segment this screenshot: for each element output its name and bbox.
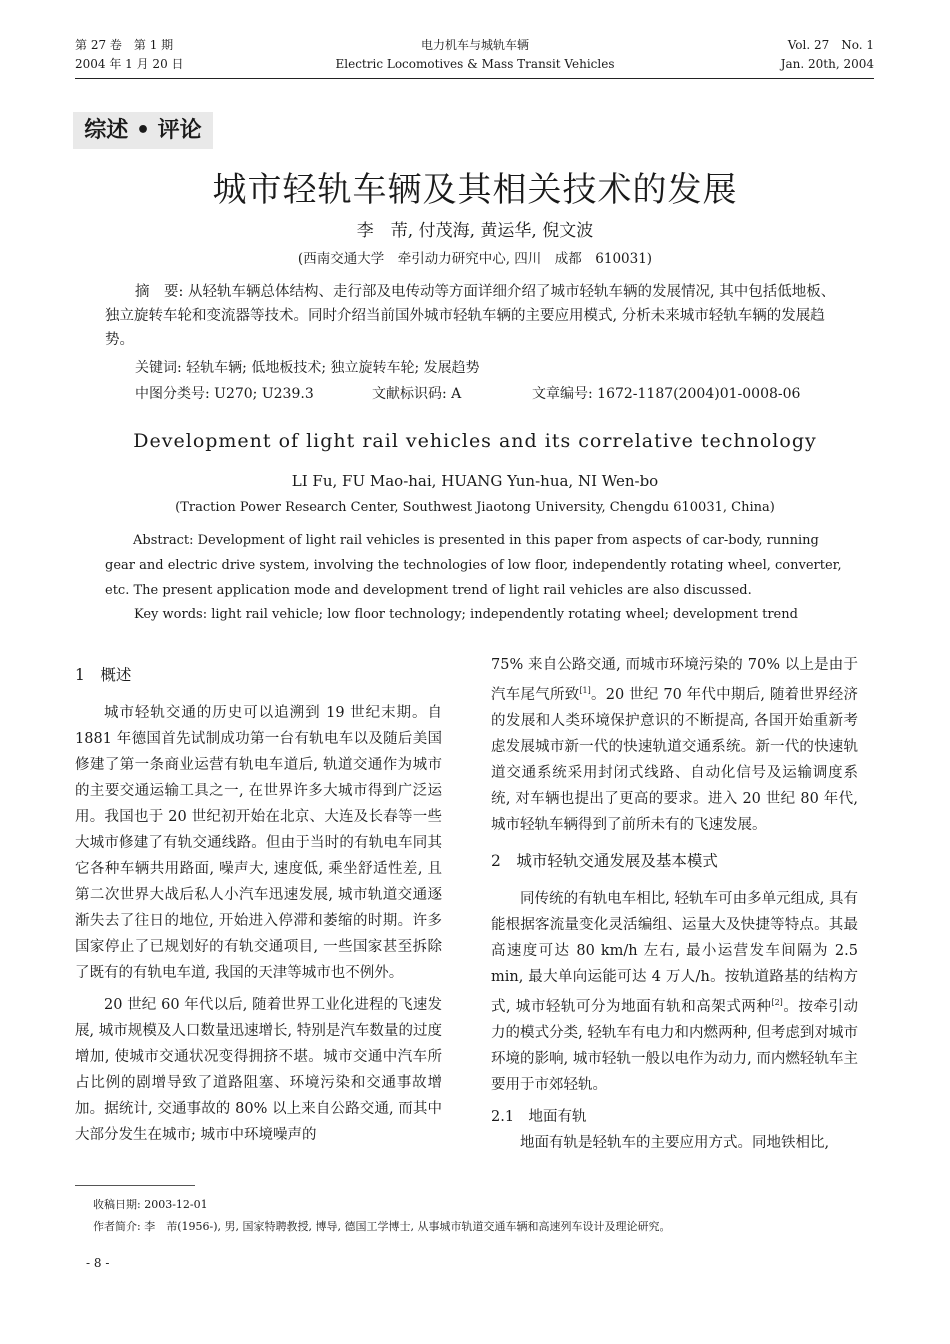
abstract-cn: 摘 要: 从轻轨车辆总体结构、走行部及电传动等方面详细介绍了城市轻轨车辆的发展情况, 其中包括低地板、独立旋转车轮和变流器等技术。同时介绍当前国外城市轻轨车辆的主要应用模式, 分析未来城市轻轨车辆的发展趋势。 bbox=[105, 284, 836, 348]
body-paragraph: 地面有轨是轻轨车的主要应用方式。同地铁相比, bbox=[520, 1134, 830, 1151]
citation-ref-1[interactable]: [1] bbox=[579, 686, 591, 695]
paper-title: 城市轻轨车辆及其相关技术的发展 bbox=[212, 170, 738, 210]
author-bio: 作者简介: 李 芾(1956-), 男, 国家特聘教授, 博导, 德国工学博士, 从事城市轨道交通车辆和高速列车设计及理论研究。 bbox=[93, 1220, 671, 1233]
publication-date-en: Jan. 20th, 2004 bbox=[780, 57, 874, 71]
keywords-en: Key words: light rail vehicle; low floor technology; independently rotating wheel; development trend bbox=[134, 607, 798, 622]
document-code: 文献标识码: A bbox=[372, 386, 462, 402]
publication-date: 2004 年 1 月 20 日 bbox=[75, 57, 184, 71]
footnote-divider bbox=[75, 1185, 195, 1186]
body-paragraph bbox=[491, 886, 858, 1098]
section-heading-1: 1 概述 bbox=[75, 666, 132, 684]
section-heading-2: 2 城市轻轨交通发展及基本模式 bbox=[491, 851, 718, 870]
received-date: 收稿日期: 2003-12-01 bbox=[93, 1198, 208, 1211]
citation-ref-2[interactable]: [2] bbox=[771, 997, 783, 1007]
body-column-left bbox=[75, 652, 442, 1154]
authors: 李 芾, 付茂海, 黄运华, 倪文波 bbox=[356, 221, 594, 241]
affiliation: (西南交通大学 牵引动力研究中心, 四川 成都 610031) bbox=[297, 251, 653, 267]
paragraph-text: 同传统的有轨电车相比, 轻轨车可由多单元组成, 具有能根据客流量变化灵活编组、运量大及快捷等特点。其最高速度可达 80 km/h 左右, 最小运营发车间隔为 2.5 min, 最大单向运能可达 4 万人/h。按轨道路基的结构方式, 城市轻轨可分为地面有轨和高架式两种 bbox=[491, 890, 858, 1015]
english-authors: LI Fu, FU Mao-hai, HUANG Yun-hua, NI Wen-bo bbox=[291, 472, 659, 490]
classification-line bbox=[135, 383, 800, 403]
english-affiliation: (Traction Power Research Center, Southwest Jiaotong University, Chengdu 610031, China) bbox=[175, 500, 775, 515]
header-divider bbox=[75, 78, 874, 79]
paragraph-text: 。按牵引动力的模式分类, 轻轨车有电力和内燃两种, 但考虑到对城市环境的影响, 城市轻轨一般以电作为动力, 而内燃轻轨车主要用于市郊轻轨。 bbox=[491, 998, 859, 1093]
article-number: 文章编号: 1672-1187(2004)01-0008-06 bbox=[532, 386, 801, 402]
section-tag: 综述 • 评论 bbox=[73, 112, 213, 149]
paragraph-text: 。20 世纪 70 年代中期后, 随着世界经济的发展和人类环境保护意识的不断提高, 各国开始重新考虑发展城市新一代的快速轨道交通系统。新一代的快速轨道交通系统采用封闭式线路、自动化信号及运输调度系统, 对车辆也提出了更高的要求。进入 20 世纪 80 年代, 城市轻轨车辆得到了前所未有的飞速发展。 bbox=[491, 686, 859, 833]
journal-name-en: Electric Locomotives & Mass Transit Vehicles bbox=[335, 57, 615, 71]
page-number: - 8 - bbox=[86, 1256, 110, 1270]
body-column-right bbox=[491, 652, 858, 1162]
keywords-cn: 关键词: 轻轨车辆; 低地板技术; 独立旋转车轮; 发展趋势 bbox=[135, 360, 480, 376]
english-title: Development of light rail vehicles and its correlative technology bbox=[133, 430, 817, 452]
body-paragraph-continued bbox=[491, 652, 858, 838]
journal-name-cn: 电力机车与城轨车辆 bbox=[420, 38, 529, 52]
journal-volume-info-en bbox=[781, 36, 874, 74]
volume-issue: 第 27 卷 第 1 期 bbox=[75, 38, 174, 52]
abstract-en: Abstract: Development of light rail vehicles is presented in this paper from aspects of car-body, running gear and electric drive system, involving the technologies of low floor, independently rotating wheel, converter, etc. The present application mode and development trend of light rail vehicles are also discussed. bbox=[105, 533, 842, 598]
volume-issue-en: Vol. 27 No. 1 bbox=[787, 38, 874, 52]
subsection-heading-2-1: 2.1 地面有轨 bbox=[491, 1108, 587, 1125]
paragraph-text: 75% 来自公路交通, 而城市环境污染的 70% 以上是由于汽车尾气所致 bbox=[491, 657, 858, 703]
body-paragraph: 城市轻轨交通的历史可以追溯到 19 世纪末期。自 1881 年德国首先试制成功第一台有轨电车以及随后美国修建了第一条商业运营有轨电车道后, 轨道交通作为城市的主要交通运输工具之一, 在世界许多大城市得到广泛运用。我国也于 20 世纪初开始在北京、大连及长春等一些大城市修建了有轨交通线路。但由于当时的有轨电车同其它各种车辆共用路面, 噪声大, 速度低, 乘坐舒适性差, 且第二次世界大战后私人小汽车迅速发展, 城市轨道交通逐渐失去了往日的地位, 开始进入停滞和萎缩的时期。许多国家停止了已规划好的有轨交通项目, 一些国家甚至拆除了既有的有轨电车道, 我国的天津等城市也不例外。 bbox=[75, 705, 442, 981]
body-paragraph: 20 世纪 60 年代以后, 随着世界工业化进程的飞速发展, 城市规模及人口数量迅速增长, 特别是汽车数量的过度增加, 使城市交通状况变得拥挤不堪。城市交通中汽车所占比例的剧增导致了道路阻塞、环境污染和交通事故增加。据统计, 交通事故的 80% 以上来自公路交通, 而其中大部分发生在城市; 城市中环境噪声的 bbox=[75, 997, 442, 1143]
clc-number: 中图分类号: U270; U239.3 bbox=[135, 386, 314, 402]
